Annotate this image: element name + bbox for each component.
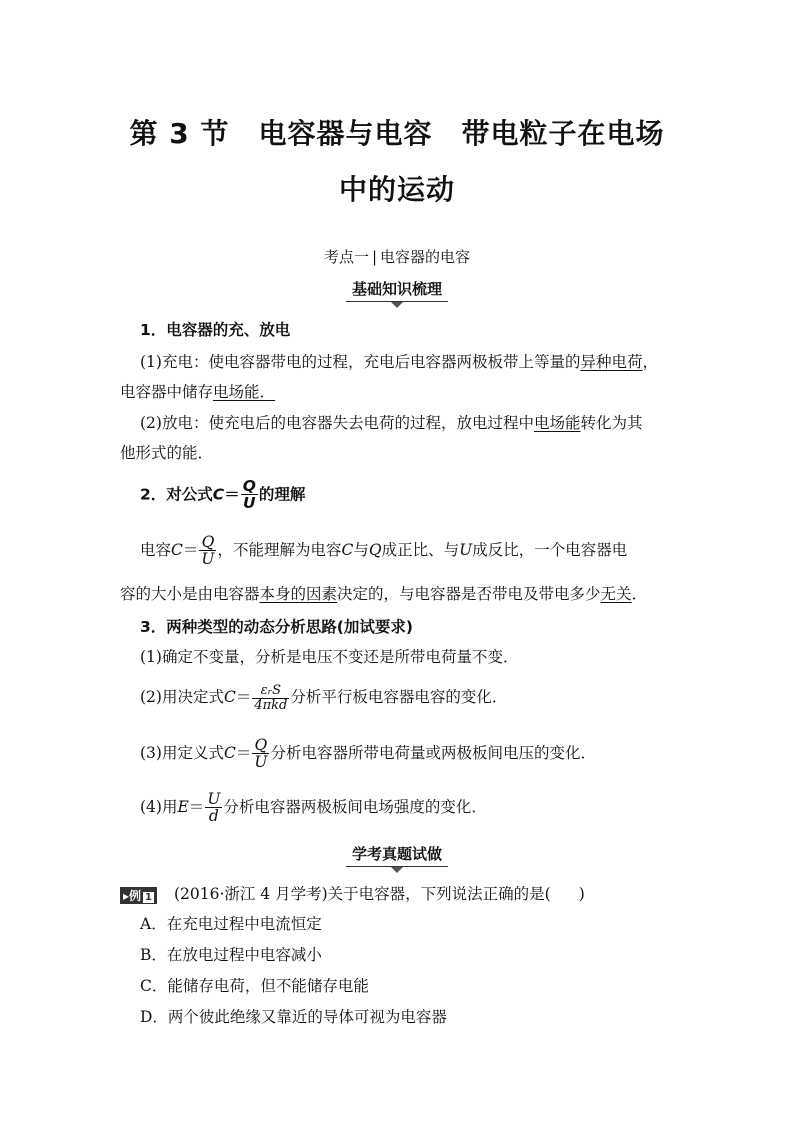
example-option-d: D．两个彼此绝缘又靠近的导体可视为电容器 bbox=[140, 1008, 447, 1026]
example-option-b: B．在放电过程中电容减小 bbox=[140, 946, 322, 964]
item2-heading: 2．对公式C＝ $\frac{Q}{U}$ 的理解 bbox=[140, 477, 306, 513]
item3-p1: (1)确定不变量，分析是电压不变还是所带电荷量不变． bbox=[140, 648, 519, 666]
kaodian-label: 考点一 bbox=[323, 248, 369, 266]
item1-heading: 1．电容器的充、放电 bbox=[140, 321, 291, 339]
formula-q-over-u: $\frac{Q}{U}$ bbox=[201, 533, 215, 569]
example-option-a: A．在充电过程中电流恒定 bbox=[140, 915, 322, 933]
formula-decision: $\frac{\text{εᵣS}}{\text{4πkd}}$ bbox=[254, 683, 288, 713]
item2-body-line1: 电容C＝ $\frac{Q}{U}$ ，不能理解为电容C与Q成正比、与U成反比，一个电容器电 bbox=[140, 533, 628, 569]
item3-heading: 3．两种类型的动态分析思路(加试要求) bbox=[140, 618, 413, 636]
formula-definition: $\frac{Q}{U}$ bbox=[254, 736, 268, 772]
section-badge-basics-label: 基础知识梳理 bbox=[351, 280, 442, 298]
item3-p2: (2)用决定式C＝ $\frac{\text{εᵣS}}{\text{4πkd}}$ 分析平行板电容器电容的变化． bbox=[140, 683, 508, 713]
page-title-line1: 第 3 节 电容器与电容 带电粒子在电场 bbox=[129, 117, 665, 150]
badge-triangle-icon bbox=[391, 867, 403, 873]
item2-body-line2: 容的大小是由电容器本身的因素决定的，与电容器是否带电及带电多少无关． bbox=[120, 585, 648, 603]
section-badge-exam bbox=[0, 843, 794, 867]
page-title-line2: 中的运动 bbox=[338, 173, 455, 206]
badge-triangle-icon bbox=[391, 302, 403, 308]
example-stem: ▸例 1 (2016·浙江 4 月学考)关于电容器，下列说法正确的是( ) bbox=[120, 882, 680, 904]
item1-paragraph1-line1: (1)充电：使电容器带电的过程，充电后电容器两极板带上等量的异种电荷， bbox=[140, 353, 658, 371]
item3-p3: (3)用定义式C＝ $\frac{Q}{U}$ 分析电容器所带电荷量或两极板间电压的变化． bbox=[140, 736, 596, 772]
section-badge-exam-label: 学考真题试做 bbox=[351, 845, 442, 863]
formula-q-over-u: $\frac{Q}{U}$ bbox=[242, 477, 256, 513]
kaodian-name: 电容器的电容 bbox=[380, 248, 471, 266]
example-tag-icon: ▸例 1 bbox=[120, 887, 157, 904]
kaodian-heading bbox=[0, 246, 794, 267]
section-badge-basics bbox=[0, 278, 794, 302]
item3-p4: (4)用E＝ $\frac{U}{d}$ 分析电容器两极板间电场强度的变化． bbox=[140, 790, 487, 826]
item1-paragraph2-line1: (2)放电：使充电后的电容器失去电荷的过程，放电过程中电场能转化为其 bbox=[140, 414, 643, 432]
item1-paragraph1-line2: 电容器中储存电场能． bbox=[120, 383, 276, 401]
item1-paragraph2-line2: 他形式的能． bbox=[120, 444, 214, 462]
kaodian-bar: | bbox=[371, 248, 378, 266]
formula-field: $\frac{U}{d}$ bbox=[207, 790, 221, 826]
example-option-c: C．能储存电荷，但不能储存电能 bbox=[140, 977, 369, 995]
